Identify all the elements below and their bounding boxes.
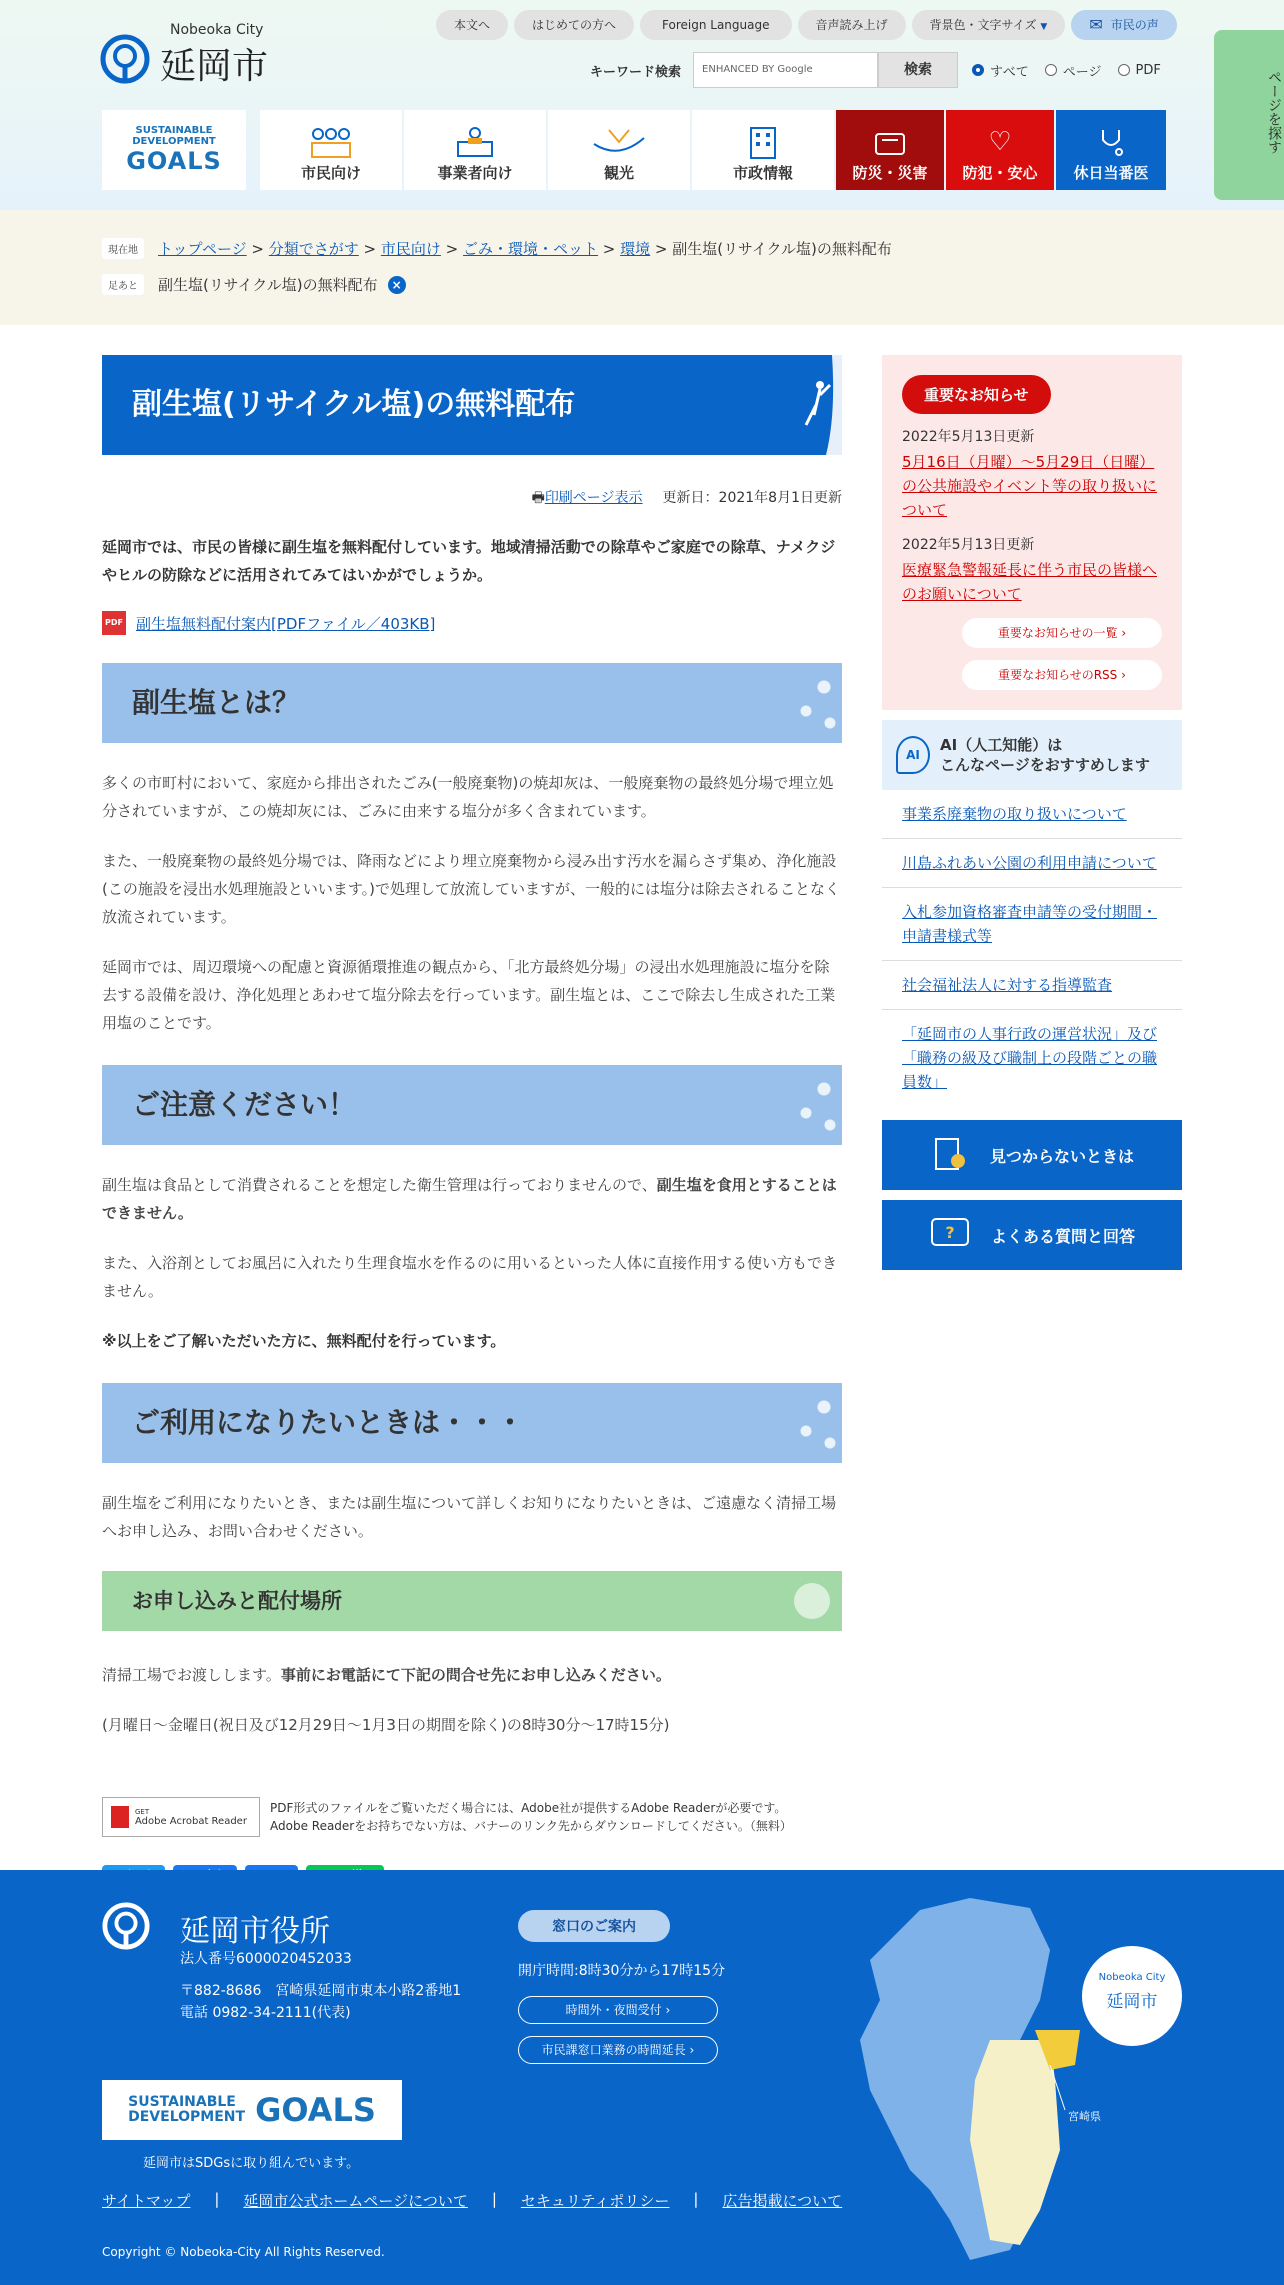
paragraph: 多くの市町村において、家庭から排出されたごみ(一般廃棄物)の焼却灰は、一般廃棄物の最終処分場で埋立処分されていますが、この焼却灰には、ごみに由来する塩分が多く含まれています。 [102,774,834,820]
adobe-logo-icon [111,1806,129,1828]
ai-link[interactable]: 事業系廃棄物の取り扱いについて [882,790,1182,839]
city-emblem-icon [102,1902,150,1950]
extended-hours-label: 市民課窓口業務の時間延長 [541,2043,686,2057]
office-hours: 開庁時間:8時30分から17時15分 [518,1963,726,1979]
sidebar [882,355,1182,1270]
adobe-badge-label: Adobe Acrobat Reader [135,1815,247,1827]
sdg-line2: DEVELOPMENT [128,2109,246,2125]
map-city-en: Nobeoka City [1098,1972,1166,1983]
paragraph-bold: 事前にお電話にて下記の問合せ先にお申し込みください。 [280,1666,671,1684]
crumb-environment[interactable]: 環境 [620,240,651,258]
ai-recommend-header [882,720,1182,790]
scope-pdf-radio[interactable]: PDF [1118,61,1161,80]
footer-links [102,2190,866,2211]
sdg-line1: SUSTAINABLE [128,2094,236,2110]
heading-usage [102,1383,842,1463]
search-document-icon [930,1135,970,1175]
paragraph-part: 清掃工場でお渡しします。 [102,1666,281,1684]
building-icon [743,124,783,160]
notice-rss-label: 重要なお知らせのRSS [998,668,1118,682]
footer-sdgs-logo[interactable] [102,2080,402,2140]
search-scope [972,61,1161,80]
kyushu-map-icon [850,1890,1130,2270]
climber-icon [792,355,842,455]
search-input[interactable]: ENHANCED BY Google [693,52,878,88]
history-item[interactable]: 副生塩(リサイクル塩)の無料配布 [158,276,378,294]
city-emblem-icon [100,34,150,84]
ai-title: AI（人工知能）は [940,736,1063,754]
sdg-goals: GOALS [255,2091,376,2129]
skip-to-content-button[interactable]: 本文へ [436,10,508,40]
printer-icon: 🖶 [531,490,545,506]
ai-link[interactable]: 社会福祉法人に対する指導監査 [882,961,1182,1010]
heading-caution [102,1065,842,1145]
adobe-text-line: PDF形式のファイルをご覧いただく場合には、Adobe社が提供するAdobe Readerが必要です。 [270,1801,787,1815]
heading-text: 副生塩とは？ [132,686,301,719]
footer-address-line: 〒882-8686 宮崎県延岡市東本小路2番地1 [180,1983,462,1999]
page-title [102,355,842,455]
crumb-category[interactable]: 分類でさがす [268,240,359,258]
notice-list-label: 重要なお知らせの一覧 [997,626,1118,640]
nav-citizens[interactable] [260,110,402,190]
city-name-jp: 延岡市 [160,46,269,87]
divider: | [693,2190,699,2208]
city-name-en: Nobeoka City [170,22,264,38]
ai-link[interactable]: 入札参加資格審査申請等の受付期間・申請書様式等 [882,888,1182,961]
paragraph [102,1171,842,1227]
page-meta [102,487,842,511]
print-link[interactable]: 印刷ページ表示 [544,490,643,506]
nav-label: 市政情報 [732,164,793,182]
heading-application [102,1571,842,1631]
paragraph [102,1661,842,1689]
sitemap-link[interactable]: サイトマップ [102,2192,191,2210]
sdg-text [128,2095,245,2125]
svg-text:?: ? [945,1223,955,1242]
footer-corp-no: 法人番号6000020452033 [180,1951,352,1967]
adobe-text [270,1799,792,1835]
first-visitor-button[interactable]: はじめての方へ [514,10,634,40]
after-hours-button[interactable]: 時間外・夜間受付 › [518,1996,718,2024]
adobe-get: GET [135,1807,150,1816]
scope-all-radio[interactable]: すべて [972,61,1029,80]
important-notices [882,355,1182,710]
paragraph: (月曜日～金曜日(祝日及び12月29日～1月3日の期間を除く)の8時30分～17時15分) [102,1716,670,1734]
nav-label: 防災・災害 [852,164,928,182]
adobe-badge-text [135,1808,247,1827]
caret-down-icon: ▼ [1040,22,1048,32]
citizen-voice-label: 市民の声 [1110,18,1159,32]
footer-address [180,1980,461,2024]
nav-business[interactable] [404,110,546,190]
nav-label: 防犯・安心 [962,164,1038,182]
map-city-badge [1082,1946,1182,2046]
divider: | [491,2190,497,2208]
display-settings-button[interactable] [912,10,1066,40]
heading-text: ご利用になりたいときは・・・ [132,1406,525,1439]
crumb-citizens[interactable]: 市民向け [380,240,441,258]
pdf-icon: PDF [102,611,126,635]
ai-link[interactable]: 「延岡市の人事行政の運営状況」及び「職務の級及び職制上の段階ごとの職員数」 [902,1025,1158,1091]
scope-page-radio[interactable]: ページ [1045,61,1102,80]
site-header [0,0,1284,210]
leaf-decoration-icon [794,1583,830,1619]
map-pref-label: 宮崎県 [1068,2110,1101,2123]
utility-buttons [436,10,1177,40]
footer-org-name: 延岡市役所 [180,1914,330,1949]
close-icon[interactable]: × [388,276,406,294]
crumb-current: 副生塩(リサイクル塩)の無料配布 [672,240,892,258]
lead-text: 延岡市では、市民の皆様に副生塩を無料配付しています。地域清掃活動での除草やご家庭での除草、ナメクジやヒルの防除などに活用されてみてはいかがでしょうか。 [102,538,836,584]
notice-link[interactable]: 医療緊急警報延長に伴う市民の皆様へのお願いについて [902,561,1158,603]
paragraph: また、一般廃棄物の最終処分場では、降雨などにより埋立廃棄物から浸み出す汚水を漏らさず集め、浄化施設(この施設を浸出水処理施設といいます。)で処理して放流していますが、一般的には塩分は除去されることなく放流されています。 [102,852,841,926]
security-policy-link[interactable]: セキュリティポリシー [520,2192,670,2210]
main-content [102,355,842,1885]
site-footer [0,1870,1284,2285]
notice-date: 2022年5月13日更新 [902,537,1035,553]
display-settings-label: 背景色・文字サイズ [929,18,1037,32]
notice-link[interactable]: 5月16日（月曜）～5月29日（日曜）の公共施設やイベント等の取り扱いについて [902,453,1158,519]
tourism-icon [589,124,649,160]
breadcrumb: 現在地 トップページ > 分類でさがす > 市民向け > ごみ・環境・ペット > 環境 > 副生塩(リサイクル塩)の無料配布 足あと 副生塩(リサイクル塩)の無料配布 × [0,210,1284,325]
crumb-top[interactable]: トップページ [158,240,247,258]
search-button[interactable]: 検索 [878,52,958,88]
global-nav [102,110,1166,190]
paragraph: 延岡市では、周辺環境への配慮と資源循環推進の観点から、「北方最終処分場」の浸出水処理施設に塩分を除去する設備を設け、浄化処理とあわせて塩分除去を行っています。副生塩とは、ここで除去し生成された工業用塩のことです。 [102,958,836,1032]
nav-label: 市民向け [300,164,361,182]
notice-list-button[interactable]: 重要なお知らせの一覧 › [962,618,1162,648]
nav-city-info[interactable] [692,110,834,190]
ai-title: こんなページをおすすめします [940,756,1150,774]
adobe-reader-banner[interactable] [102,1797,260,1837]
paragraph: また、入浴剤としてお風呂に入れたり生理食塩水を作るのに用いるといった人体に直接作用する使い方もできません。 [102,1254,838,1300]
heading-text: ご注意ください！ [132,1088,357,1121]
not-found-button[interactable] [882,1120,1182,1190]
sdg-goals: GOALS [126,147,222,175]
flower-decoration-icon [782,1383,842,1463]
notice-badge: 重要なお知らせ [902,375,1051,414]
heading-what-is [102,663,842,743]
notice-date: 2022年5月13日更新 [902,429,1035,445]
site-search [590,52,1161,88]
heading-text: お申し込みと配付場所 [132,1589,342,1613]
nav-safety[interactable] [946,110,1054,190]
nav-label: 事業者向け [437,164,513,182]
paragraph-part: 副生塩は食品として消費されることを想定した衛生管理は行っておりませんので、 [102,1176,657,1194]
history-tag: 足あと [102,274,144,295]
nav-label: 観光 [603,164,634,182]
adobe-text-line: Adobe Readerをお持ちでない方は、バナーのリンク先からダウンロードしてください。（無料） [270,1819,792,1833]
sdg-line2: DEVELOPMENT [132,136,216,147]
citizen-voice-button[interactable] [1071,10,1176,40]
sdgs-text: 延岡市はSDGsに取り組んでいます。 [143,2156,360,2171]
business-icon [450,124,500,160]
crumb-waste[interactable]: ごみ・環境・ペット [463,240,599,258]
find-page-tab[interactable]: ページを探す [1214,30,1284,200]
ai-icon: AI [896,736,930,774]
ad-link[interactable]: 広告掲載について [722,2192,843,2210]
people-icon [306,124,356,160]
paragraph: ※以上をご了解いただいた方に、無料配付を行っています。 [102,1332,506,1350]
nav-holiday-doctor[interactable] [1056,110,1166,190]
radio-icon [872,126,908,158]
adobe-notice [102,1797,842,1837]
read-aloud-button[interactable]: 音声読み上げ [798,10,906,40]
stethoscope-icon [1093,126,1129,158]
paragraph-bold: 副生塩を食用とすることはできません。 [102,1176,837,1222]
sdg-line1: SUSTAINABLE [135,125,213,136]
heart-icon: ♡ [988,127,1012,157]
flower-decoration-icon [782,663,842,743]
counter-guide-label: 窓口のご案内 [518,1910,670,1942]
nav-disaster[interactable] [836,110,944,190]
search-label: キーワード検索 [590,64,682,80]
divider: | [214,2190,220,2208]
after-hours-label: 時間外・夜間受付 [565,2003,662,2017]
faq-button[interactable] [882,1200,1182,1270]
extended-hours-button[interactable]: 市民課窓口業務の時間延長 › [518,2036,718,2064]
pdf-download [102,611,842,635]
foreign-language-button[interactable]: Foreign Language [640,10,791,40]
sdgs-logo[interactable] [102,110,246,190]
breadcrumb-tag: 現在地 [102,238,144,259]
notice-rss-button[interactable]: 重要なお知らせのRSS › [962,660,1162,690]
flower-decoration-icon [782,1065,842,1145]
ai-link[interactable]: 川島ふれあい公園の利用申請について [882,839,1182,888]
city-logo[interactable] [100,20,290,85]
mail-icon: ✉ [1089,15,1103,34]
nav-label: 休日当番医 [1073,164,1149,182]
paragraph: 副生塩をご利用になりたいとき、または副生塩について詳しくお知りになりたいときは、ご遠慮なく清掃工場へお申し込み、お問い合わせください。 [102,1494,837,1540]
about-site-link[interactable]: 延岡市公式ホームページについて [243,2192,468,2210]
map-city-jp: 延岡市 [1106,1992,1158,2012]
ai-recommend-list [882,790,1182,1106]
pdf-link[interactable]: 副生塩無料配付案内[PDFファイル／403KB] [136,614,436,633]
copyright: Copyright © Nobeoka-City All Rights Reserved. [102,2245,385,2259]
faq-label: よくある質問と回答 [990,1226,1135,1246]
nav-tourism[interactable] [548,110,690,190]
page-title-text: 副生塩(リサイクル塩)の無料配布 [132,387,576,422]
question-bubble-icon [929,1215,971,1255]
not-found-label: 見つからないときは [989,1146,1134,1166]
updated-date: 更新日：2021年8月1日更新 [662,490,842,506]
footer-tel: 電話 0982-34-2111(代表) [180,2005,351,2021]
